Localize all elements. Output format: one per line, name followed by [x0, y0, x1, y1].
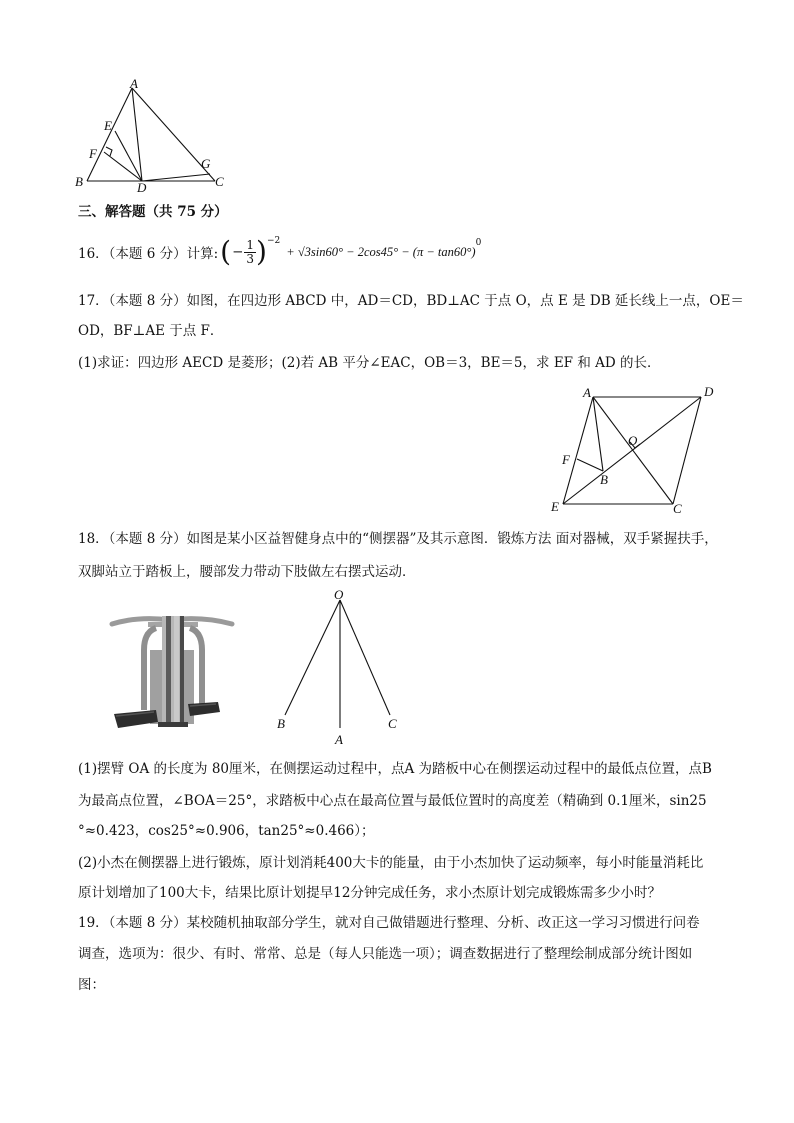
label-B: B: [75, 174, 83, 189]
label-A: A: [583, 385, 591, 400]
q17-line3: (1)求证：四边形 AECD 是菱形；(2)若 AB 平分∠EAC，OB＝3，BE＝5，求 EF 和 AD 的长．: [78, 355, 661, 371]
label-C: C: [215, 174, 224, 189]
pendulum-figure: [272, 586, 408, 748]
q19-line1: 19．（本题 8 分）某校随机抽取部分学生，就对自己做错题进行整理、分析、改正这一学习习惯进行问卷: [78, 915, 700, 931]
q18-line2: 双脚站立于踏板上，腰部发力带动下肢做左右摆式运动．: [78, 564, 416, 580]
label-C: C: [673, 501, 682, 515]
label-O: O: [334, 587, 344, 602]
q18-part1-line3: °≈0.423，cos25°≈0.906，tan25°≈0.466）；: [78, 823, 375, 839]
section-heading: 三、解答题（共 75 分）: [78, 204, 228, 220]
label-F: F: [562, 452, 570, 467]
q18-part1-line2: 为最高点位置，∠BOA＝25°，求踏板中心点在最高位置与最低位置时的高度差（精确到 0.1厘米，sin25: [78, 793, 707, 809]
q18-part2-line2: 原计划增加了100大卡，结果比原计划提早12分钟完成任务，求小杰原计划完成锻炼需多少小时？: [78, 885, 661, 901]
label-E: E: [104, 118, 112, 133]
q17-line1: 17．（本题 8 分）如图，在四边形 ABCD 中，AD＝CD，BD⊥AC 于点 O，点 E 是 DB 延长线上一点，OE＝: [78, 293, 744, 309]
q17-line2: OD，BF⊥AE 于点 F．: [78, 323, 224, 339]
label-O: O: [628, 433, 638, 448]
label-D: D: [137, 180, 147, 195]
label-A: A: [130, 78, 138, 91]
q16-fraction: $\frac{1}{3}$: [246, 237, 255, 266]
q19-line3: 图：: [78, 977, 105, 993]
q18-part1-line1: (1)摆臂 OA 的长度为 80厘米，在侧摆运动过程中，点A 为踏板中心在侧摆运动过程中的最低点位置，点B: [78, 761, 712, 777]
label-F: F: [89, 146, 97, 161]
label-E: E: [551, 499, 559, 514]
label-D: D: [704, 384, 714, 399]
q16-expr-tail: + √3sin60° − 2cos45° − (π − tan60°): [286, 244, 476, 259]
q16-prefix: 16．（本题 6 分）计算:: [78, 246, 219, 262]
triangle-figure: [70, 78, 230, 196]
q18-part2-line1: (2)小杰在侧摆器上进行锻炼，原计划消耗400大卡的能量，由于小杰加快了运动频率，每小时能量消耗比: [78, 855, 704, 871]
label-B: B: [277, 716, 285, 731]
q16-paren-expr: ( − $\frac{1}{3}$ ) $^{-2}$: [220, 235, 281, 268]
label-G: G: [201, 156, 211, 171]
q19-line2: 调查，选项为：很少、有时、常常、总是（每人只能选一项）；调查数据进行了整理绘制成部分统计图如: [78, 946, 693, 962]
label-B: B: [600, 472, 608, 487]
q18-line1: 18．（本题 8 分）如图是某小区益智健身点中的“侧摆器”及其示意图．锻炼方法 面对器械，双手紧握扶手，: [78, 531, 718, 547]
q16: 16．（本题 6 分）计算: ( − $\frac{1}{3}$ ) $^{-2}$ + √3sin60° − 2cos45° − (π − tan60°) $^0$: [78, 235, 482, 268]
exercise-machine-image: [108, 610, 236, 738]
rhombus-figure: [543, 380, 723, 515]
label-A: A: [335, 732, 343, 747]
label-C: C: [388, 716, 397, 731]
